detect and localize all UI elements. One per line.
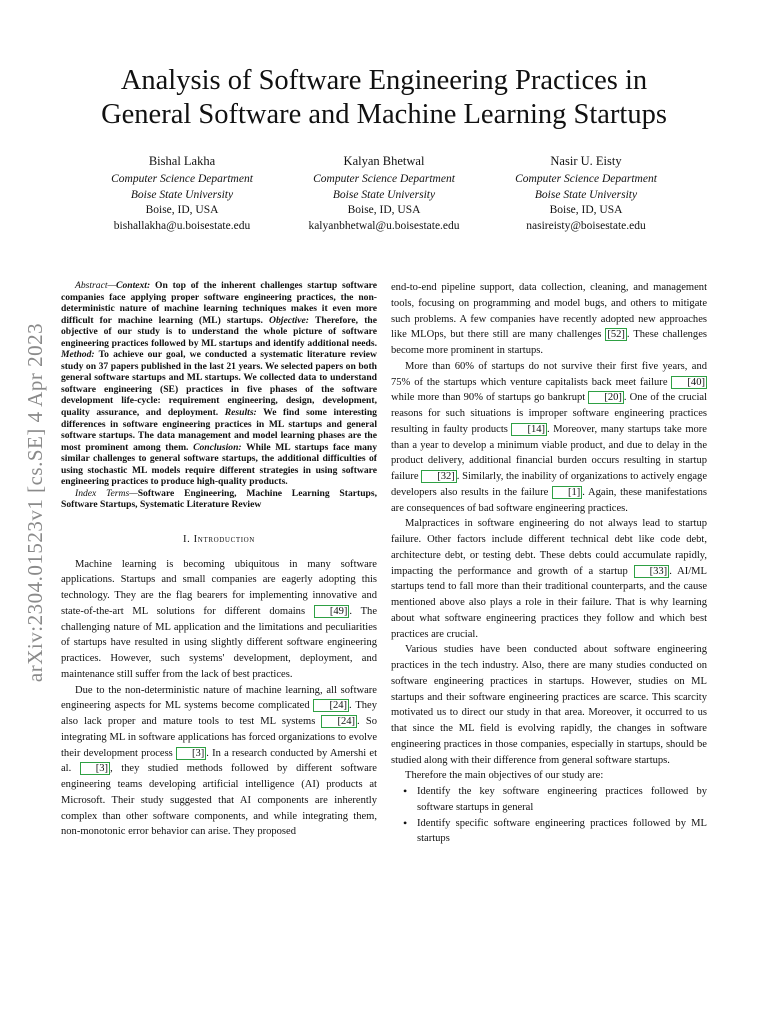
citation-link[interactable]: [32] xyxy=(421,470,457,483)
intro-paragraph-5: Various studies have been conducted about software engineering practices in the tech industry. Also, there are many studies conducted on software engineering practices in startups. However, studies on ML startups and their software engineering practices are scarce. This scarcity motivated us to direct our study in that area. Moreover, it occurred to us that since the ML field is evolving rapidly, the changes in software engineering practices in those companies, especially in startups, should be studied along with their difference from general software startups. xyxy=(391,644,707,766)
section-title: Introduction xyxy=(193,533,255,545)
arxiv-identifier[interactable]: arXiv:2304.01523v1 [cs.SE] 4 Apr 2023 xyxy=(23,322,48,682)
left-column xyxy=(61,280,377,840)
intro-paragraph-2-continued: end-to-end pipeline support, data collection, cleaning, and management tools, focusing on programming and model bugs, and others to mitigate such problems. A few companies have recently adopted new approaches like MLOps, but there still are many challenges [52] . These challenges become more prominent in startups. xyxy=(391,282,707,356)
citation-link[interactable]: [20] xyxy=(588,391,624,404)
context-label: Context: xyxy=(116,280,151,291)
citation-link[interactable]: [40] xyxy=(671,376,707,389)
objective-label: Objective: xyxy=(269,314,309,326)
citation-link[interactable]: [49] xyxy=(314,605,350,618)
right-column xyxy=(391,280,707,847)
index-terms-label: Index Terms xyxy=(75,487,130,499)
title-line-2: General Software and Machine Learning Startups xyxy=(101,99,667,130)
abstract: Abstract—Context: On top of the inherent challenges startup software companies face applying proper software engineering practices, the non-deterministic nature of machine learning techniques makes it even more difficult for machine learning (ML) startups. Objective: Therefore, the objective of our study is to understand the whole picture of software engineering practices followed by ML startups and identify additional needs. Method: To achieve our goal, we conducted a systematic literature review study on 37 papers published in the last 21 years. We selected papers on both general software startups and ML startups. We collected data to understand software engineering (SE) practices in five phases of the software development life-cycle: requirement engineering, design, development, quality assurance, and deployment. Results: We find some interesting differences in software engineering practices in ML startups and general software startups. The data management and model learning phases are the most prominent among them. Conclusion: While ML startups face many similar challenges to general software startups, the additional difficulties of using stochastic ML models require different strategies in using software engineering practices to produce high-quality products. xyxy=(61,280,377,488)
section-heading xyxy=(61,532,377,548)
abstract-label: Abstract xyxy=(75,280,108,291)
abstract-context: On top of the inherent challenges startup software companies face applying proper software engineering practices, the non-deterministic nature of machine learning techniques makes it even more difficult for machine learning (ML) startups. xyxy=(61,280,377,326)
intro-paragraph-2: Due to the non-deterministic nature of machine learning, all software engineering aspects for ML systems become complicated [24] . They also lack proper and mature tools to test ML systems [24] . So integrating ML in software applications has forced organizations to evolve their development process [3] . In a research conducted by Amershi et al. [3] , they studied methods followed by different software engineering teams developing artificial intelligence (AI) products at Microsoft. Their study suggested that AI components are inherently complex than other software components, and while integrating them, non-monotonic error behavior can arise. They proposed xyxy=(61,684,377,838)
citation-link[interactable]: [24] xyxy=(313,699,349,712)
bullet-icon: • xyxy=(403,784,408,798)
abstract-conclusion: While ML startups face many similar challenges to general software startups, the additional difficulties of using stochastic ML models require different strategies in using software engineering practices to produce high-quality products. xyxy=(61,441,377,488)
author-university: Boise State University xyxy=(534,188,638,201)
index-terms-text: Software Engineering, Machine Learning Startups, Software Startups, Systematic Literature Review xyxy=(61,487,378,511)
citation-link[interactable]: [3] xyxy=(176,747,206,760)
author-department: Computer Science Department xyxy=(515,172,657,185)
author-3 xyxy=(481,154,691,235)
citation-link[interactable]: [52] xyxy=(607,329,625,341)
author-email[interactable]: bishallakha@u.boisestate.edu xyxy=(113,220,251,233)
citation-link[interactable]: [14] xyxy=(511,423,547,436)
bullet-icon: • xyxy=(403,815,408,830)
results-label: Results: xyxy=(224,407,257,419)
author-email[interactable]: nasireisty@boisestate.edu xyxy=(526,220,646,233)
author-name: Bishal Lakha xyxy=(148,154,216,168)
author-university: Boise State University xyxy=(332,188,436,201)
author-location: Boise, ID, USA xyxy=(145,204,219,217)
author-name: Kalyan Bhetwal xyxy=(343,154,425,168)
citation-link[interactable]: [33] xyxy=(634,565,670,578)
list-item: • Identify specific software engineering practices followed by ML startups xyxy=(403,815,707,845)
intro-paragraph-6: Therefore the main objectives of our study are: xyxy=(405,770,604,782)
citation-link[interactable]: [24] xyxy=(321,715,357,728)
author-1 xyxy=(77,154,287,235)
author-block xyxy=(80,154,688,238)
author-2 xyxy=(279,154,489,235)
title-line-1: Analysis of Software Engineering Practices in xyxy=(120,65,648,96)
author-department: Computer Science Department xyxy=(111,172,253,185)
index-terms: Index Terms—Software Engineering, Machine Learning Startups, Software Startups, Systematic Literature Review xyxy=(61,487,378,511)
author-university: Boise State University xyxy=(130,188,234,201)
conclusion-label: Conclusion: xyxy=(193,441,242,453)
intro-paragraph-3: More than 60% of startups do not survive their first five years, and 75% of the startups which venture capitalists back meet failure [40] while more than 90% of startups go bankrupt [20] . One of the crucial reasons for such situations is improper software engineering practices resulting in faulty products [14] . Moreover, many startups take more than a year to develop a minimum viable product, and due to delay in the product delivery, additional financial burden occurs resulting in startup failure [32] . Similarly, the inability of organizations to actively engage developers also results in the failure [1] . Again, these manifestations are consequences of bad software engineering practices. xyxy=(391,360,707,514)
intro-paragraph-1: Machine learning is becoming ubiquitous in many software applications. Startups and small companies are eagerly adopting this technology. They are the flag bearers for implementing innovative and state-of-the-art ML solutions for different domains [49] . The challenging nature of ML application and the limitations and peculiarities of startups have resulted in using slightly different software engineering practices. However, such systems' development, deployment, and maintenance still suffer from the lack of best practices. xyxy=(61,558,377,680)
citation-link[interactable]: [1] xyxy=(552,486,582,499)
section-number: I. xyxy=(183,533,191,545)
abstract-results: We find some interesting differences in software engineering practices in ML startups and general software startups. The data management and model learning phases are the most prominent among them. xyxy=(61,407,377,453)
author-email[interactable]: kalyanbhetwal@u.boisestate.edu xyxy=(308,220,460,233)
abstract-method: To achieve our goal, we conducted a systematic literature review study on 37 papers published in the last 21 years. We selected papers on both general software startups and ML startups. We collected data to understand software engineering (SE) practices in five phases of the software development life-cycle: requirement engineering, design, development, quality assurance, and deployment. xyxy=(61,349,377,419)
abstract-objective: Therefore, the objective of our study is to understand the whole picture of software engineering practices followed by ML startups and identify additional needs. xyxy=(61,314,377,349)
citation-link[interactable]: [3] xyxy=(80,762,110,775)
paper-title xyxy=(60,64,708,132)
objectives-list xyxy=(391,784,707,847)
method-label: Method: xyxy=(61,349,95,361)
author-department: Computer Science Department xyxy=(313,172,455,185)
author-location: Boise, ID, USA xyxy=(347,204,421,217)
author-location: Boise, ID, USA xyxy=(549,204,623,217)
author-name: Nasir U. Eisty xyxy=(550,154,622,168)
intro-paragraph-4: Malpractices in software engineering do not always lead to startup failure. Other factors include different technical debt like code debt, architecture debt, or testing debt. These debts could accumulate rapidly, impacting the performance and growth of a startup [33] . AI/ML startups tend to fall more than their traditional counterparts, and the cause mentioned above also plays a role in their failure. That is why learning about what software engineering practices they follow and which best practices are crucial. xyxy=(391,518,707,640)
list-item: • Identify the key software engineering practices followed by software startups in general xyxy=(403,784,707,813)
arxiv-side-stamp xyxy=(20,282,52,722)
